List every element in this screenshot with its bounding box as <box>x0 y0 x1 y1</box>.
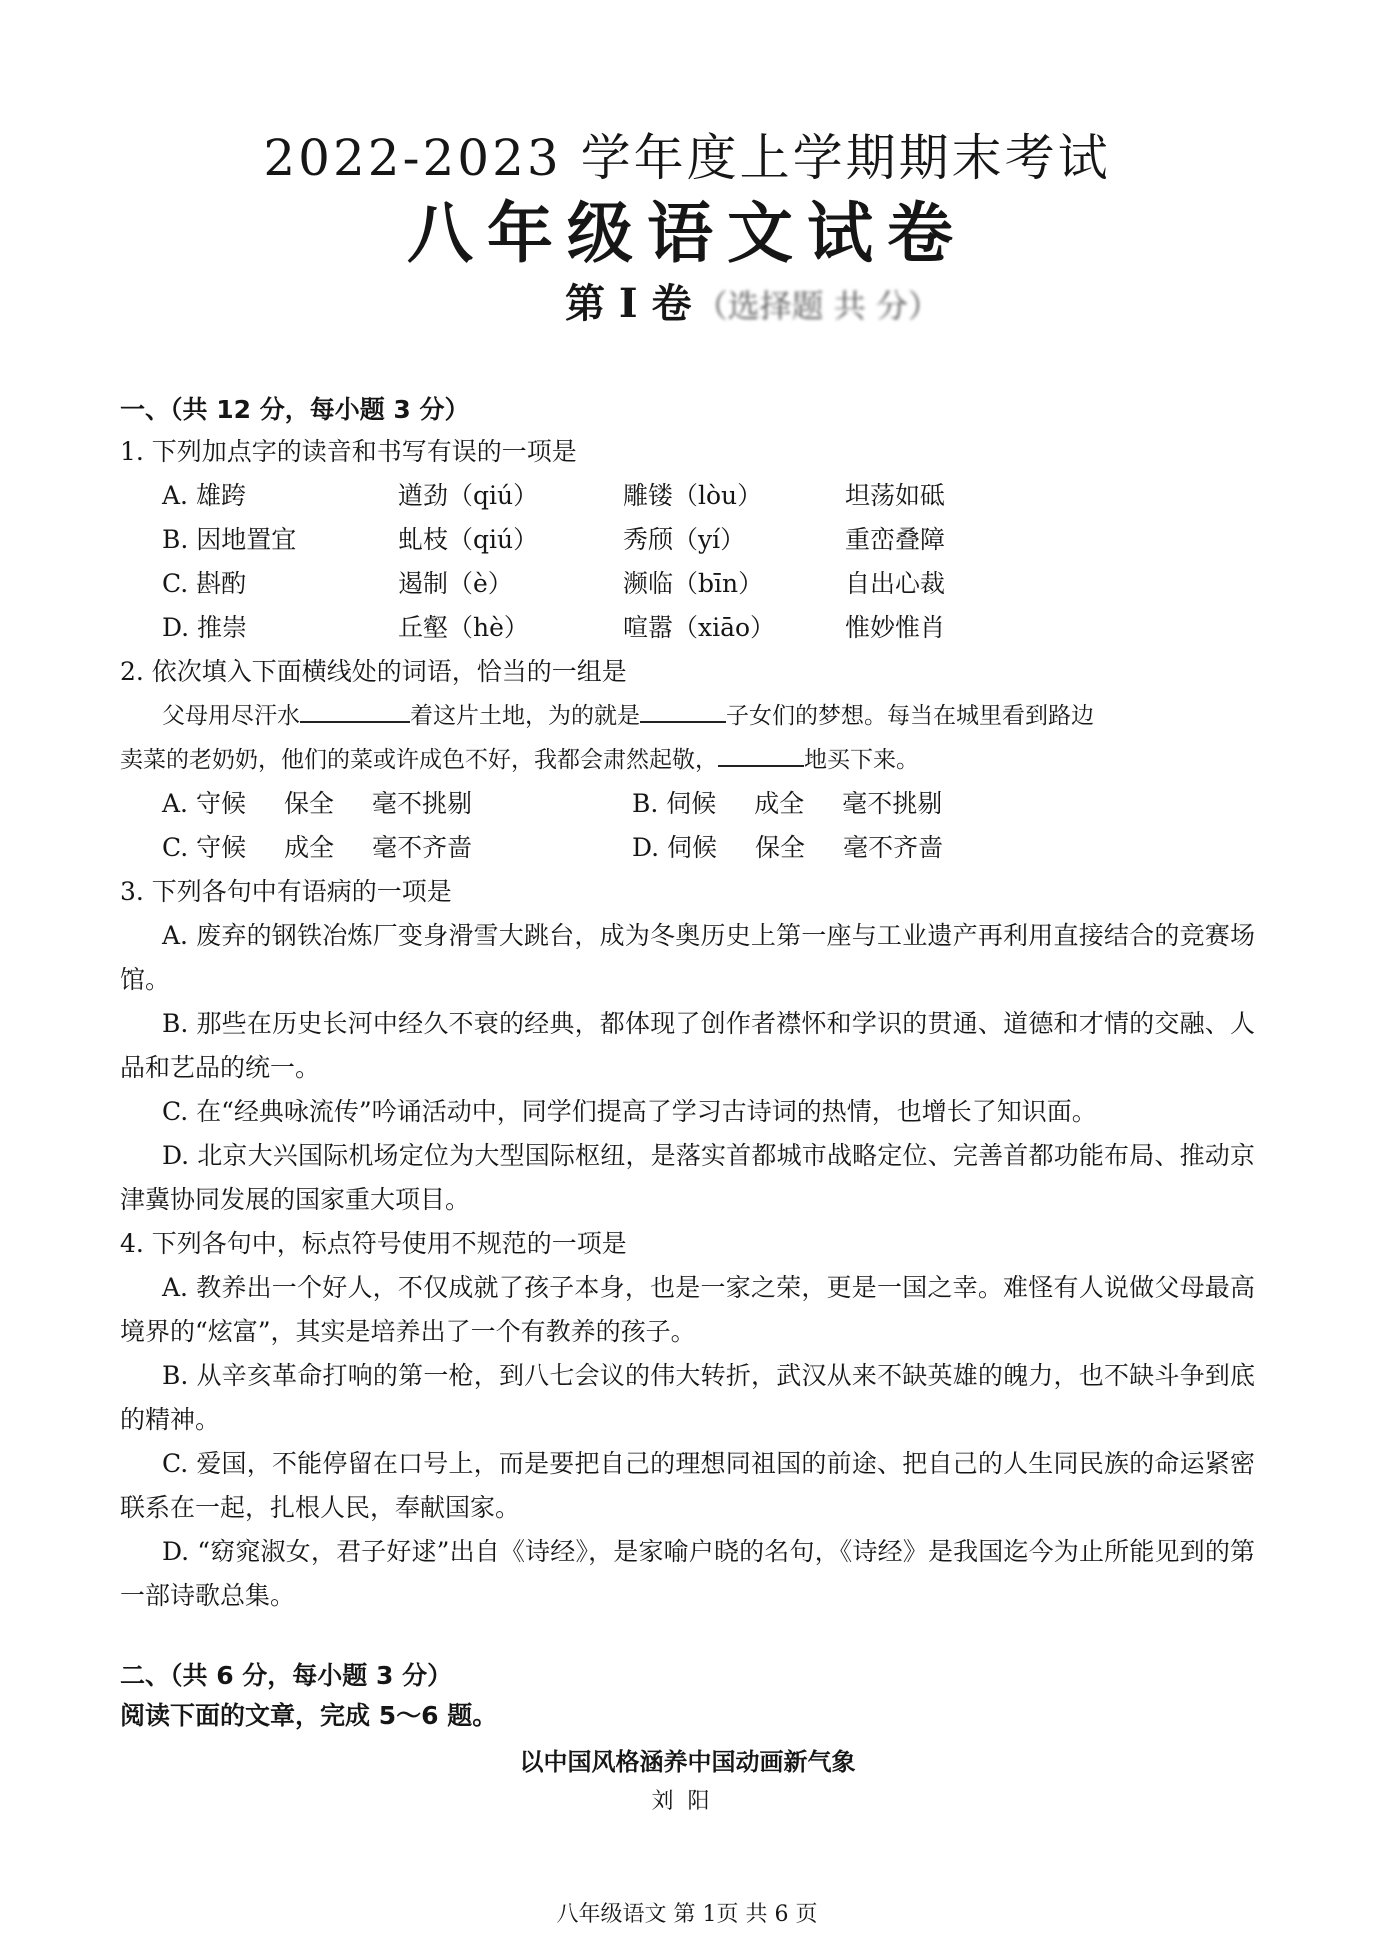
q1-a-1: A. 雄跨 <box>162 481 246 510</box>
q2-b-2: 成全 <box>754 789 805 818</box>
q2-a-1: A. 守候 <box>162 789 246 818</box>
q2-option-c <box>162 826 632 870</box>
q3-option-b: B. 那些在历史长河中经久不衰的经典，都体现了创作者襟怀和学识的贯通、道德和才情的交融、人品和艺品的统一。 <box>120 1009 1255 1082</box>
q1-a-3: 雕镂（lòu） <box>623 481 763 510</box>
section-1-heading: 一、（共 12 分，每小题 3 分） <box>120 395 470 424</box>
q2-text-2: 着这片土地，为的就是 <box>410 703 640 729</box>
q2-text-5: 地买下来。 <box>804 747 919 773</box>
q4-option-d: D. “窈窕淑女，君子好逑”出自《诗经》，是家喻户晓的名句，《诗经》是我国迄今为止所能见到的第一部诗歌总集。 <box>120 1537 1255 1610</box>
q2-a-3: 毫不挑剔 <box>371 789 472 818</box>
q1-b-1: B. 因地置宜 <box>162 525 297 554</box>
q2-text-3: 子女们的梦想。每当在城里看到路边 <box>726 703 1094 729</box>
q2-blank-3 <box>718 741 804 767</box>
exam-title: 2022-2023 学年度上学期期末考试 <box>263 129 1111 187</box>
q2-text-4: 卖菜的老奶奶，他们的菜或许成色不好，我都会肃然起敬， <box>120 747 718 773</box>
q2-option-b <box>632 782 1102 826</box>
q2-c-3: 毫不齐啬 <box>372 833 473 862</box>
q2-d-2: 保全 <box>755 833 806 862</box>
q1-b-3: 秀颀（yí） <box>623 525 746 554</box>
q2-d-1: D. 伺候 <box>632 833 718 862</box>
q1-c-1: C. 斟酌 <box>162 569 247 598</box>
page-footer: 八年级语文 第 1页 共 6 页 <box>556 1902 818 1927</box>
article-author: 刘阳 <box>651 1789 724 1814</box>
section-2-heading: 二、（共 6 分，每小题 3 分） <box>120 1661 453 1690</box>
q1-d-3: 喧嚣（xiāo） <box>623 613 776 642</box>
q1-b-2: 虬枝（qiú） <box>398 525 539 554</box>
q2-b-3: 毫不挑剔 <box>842 789 943 818</box>
volume-label: 第 I 卷 <box>565 280 692 327</box>
q3-option-c: C. 在“经典咏流传”吟诵活动中，同学们提高了学习古诗词的热情，也增长了知识面。 <box>162 1097 1097 1126</box>
q1-stem: 1. 下列加点字的读音和书写有误的一项是 <box>120 437 577 466</box>
q4-stem: 4. 下列各句中，标点符号使用不规范的一项是 <box>120 1229 627 1258</box>
q1-option-row-d <box>162 606 1255 650</box>
q2-options-row-2 <box>162 826 1255 870</box>
q2-options-row-1 <box>162 782 1255 826</box>
q1-b-4: 重峦叠障 <box>845 525 946 554</box>
volume-heading <box>565 272 940 329</box>
q4-option-a: A. 教养出一个好人，不仅成就了孩子本身，也是一家之荣，更是一国之幸。难怪有人说做父母最高境界的“炫富”，其实是培养出了一个有教养的孩子。 <box>120 1273 1255 1346</box>
volume-note: （选择题 共 分） <box>695 287 940 325</box>
q1-option-row-b <box>162 518 1255 562</box>
q4-option-b: B. 从辛亥革命打响的第一枪，到八七会议的伟大转折，武汉从来不缺英雄的魄力，也不缺斗争到底的精神。 <box>120 1361 1255 1434</box>
q2-d-3: 毫不齐啬 <box>843 833 944 862</box>
q2-c-1: C. 守候 <box>162 833 247 862</box>
section-2-instruction: 阅读下面的文章，完成 5～6 题。 <box>120 1701 498 1730</box>
q1-d-4: 惟妙惟肖 <box>845 613 946 642</box>
q2-a-2: 保全 <box>283 789 334 818</box>
q2-blank-2 <box>640 697 726 723</box>
q1-c-2: 遏制（è） <box>398 569 513 598</box>
q2-blank-1 <box>300 697 410 723</box>
q1-option-row-c <box>162 562 1255 606</box>
q1-a-4: 坦荡如砥 <box>845 481 946 510</box>
article-title: 以中国风格涵养中国动画新气象 <box>519 1748 856 1776</box>
q1-a-2: 遒劲（qiú） <box>398 481 539 510</box>
q2-b-1: B. 伺候 <box>632 789 717 818</box>
q3-stem: 3. 下列各句中有语病的一项是 <box>120 877 452 906</box>
q4-option-c: C. 爱国，不能停留在口号上，而是要把自己的理想同祖国的前途、把自己的人生同民族的命运紧密联系在一起，扎根人民，奉献国家。 <box>120 1449 1255 1522</box>
q2-stem: 2. 依次填入下面横线处的词语，恰当的一组是 <box>120 657 627 686</box>
q2-passage-line-2 <box>120 738 1255 782</box>
q2-passage <box>120 694 1255 738</box>
section-spacer <box>120 1618 1255 1656</box>
q1-option-row-a <box>162 474 1255 518</box>
q1-d-2: 丘壑（hè） <box>398 613 529 642</box>
q1-c-4: 自出心裁 <box>845 569 946 598</box>
q1-options <box>162 474 1255 650</box>
q1-d-1: D. 推崇 <box>162 613 248 642</box>
q3-option-d: D. 北京大兴国际机场定位为大型国际枢纽，是落实首都城市战略定位、完善首都功能布局、推动京津冀协同发展的国家重大项目。 <box>120 1141 1255 1214</box>
exam-content <box>120 390 1255 1822</box>
q3-option-a: A. 废弃的钢铁冶炼厂变身滑雪大跳台，成为冬奥历史上第一座与工业遗产再利用直接结合的竞赛场馆。 <box>120 921 1255 994</box>
q2-option-d <box>632 826 1102 870</box>
q2-option-a <box>162 782 632 826</box>
q1-c-3: 濒临（bīn） <box>623 569 764 598</box>
subject-title: 八年级语文试卷 <box>407 195 967 272</box>
q2-c-2: 成全 <box>284 833 335 862</box>
q2-text-1: 父母用尽汗水 <box>162 703 300 729</box>
